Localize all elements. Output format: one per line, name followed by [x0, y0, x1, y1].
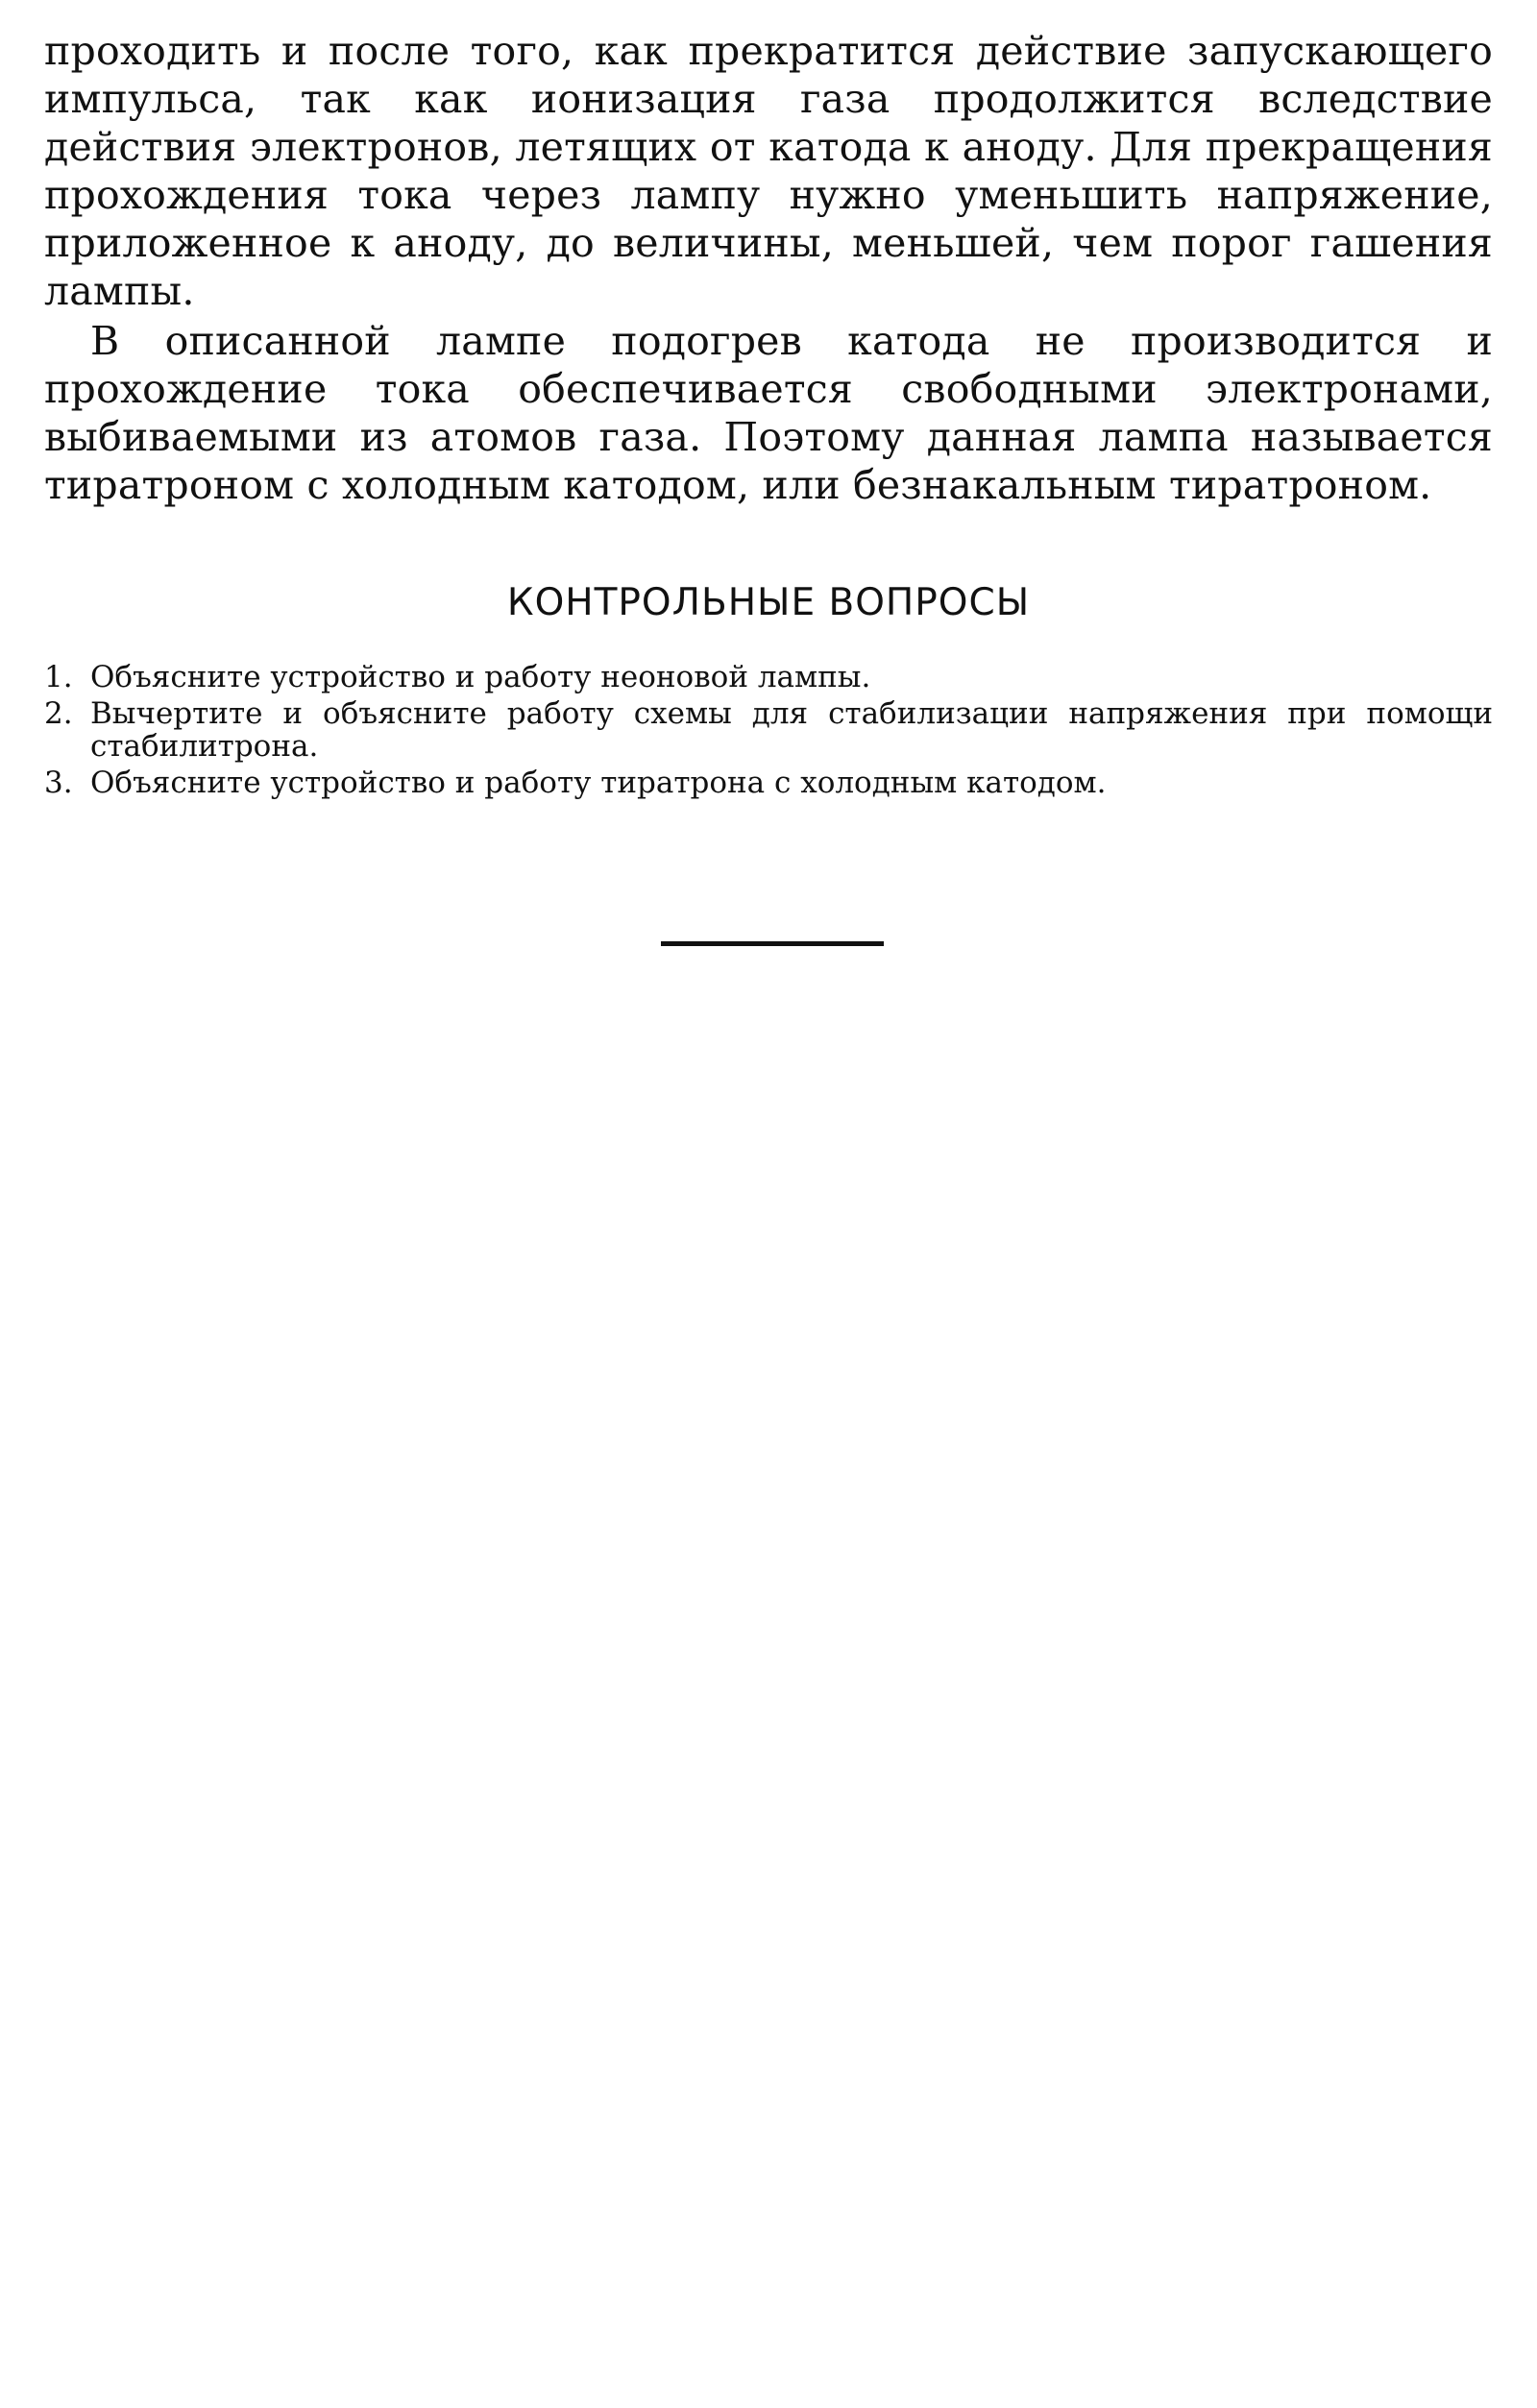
question-text: Объясните устройство и работу неоновой лампы.	[90, 660, 871, 694]
section-title: КОНТРОЛЬНЫЕ ВОПРОСЫ	[506, 581, 1031, 624]
question-item	[44, 697, 1493, 763]
question-number: 3.	[44, 766, 73, 800]
question-text: Объясните устройство и работу тиратрона с холодным катодом.	[90, 766, 1107, 800]
question-item	[44, 766, 1493, 799]
page-content	[44, 27, 1493, 803]
question-item	[44, 661, 1493, 693]
end-rule-divider	[661, 941, 884, 946]
body-paragraph: проходить и после того, как прекратится действие запускающего импульса, так как ионизация газа продолжится вследствие действия электронов, летящих от катода к аноду. Для прекращения прохождения тока через лампу нужно уменьшить напряжение, приложенное к аноду, до величины, меньшей, чем порог гашения лампы.	[44, 28, 1493, 314]
question-text: Вычертите и объясните работу схемы для стабилизации напряжения при помощи стабилитрона.	[90, 696, 1493, 764]
question-number: 1.	[44, 660, 73, 694]
question-number: 2.	[44, 696, 73, 731]
body-paragraph: В описанной лампе подогрев катода не производится и прохождение тока обеспечивается свободными электронами, выбиваемыми из атомов газа. Поэтому данная лампа называется тиратроном с холодным катодом, или безнакальным тиратроном.	[44, 318, 1493, 508]
questions-list	[44, 661, 1493, 799]
